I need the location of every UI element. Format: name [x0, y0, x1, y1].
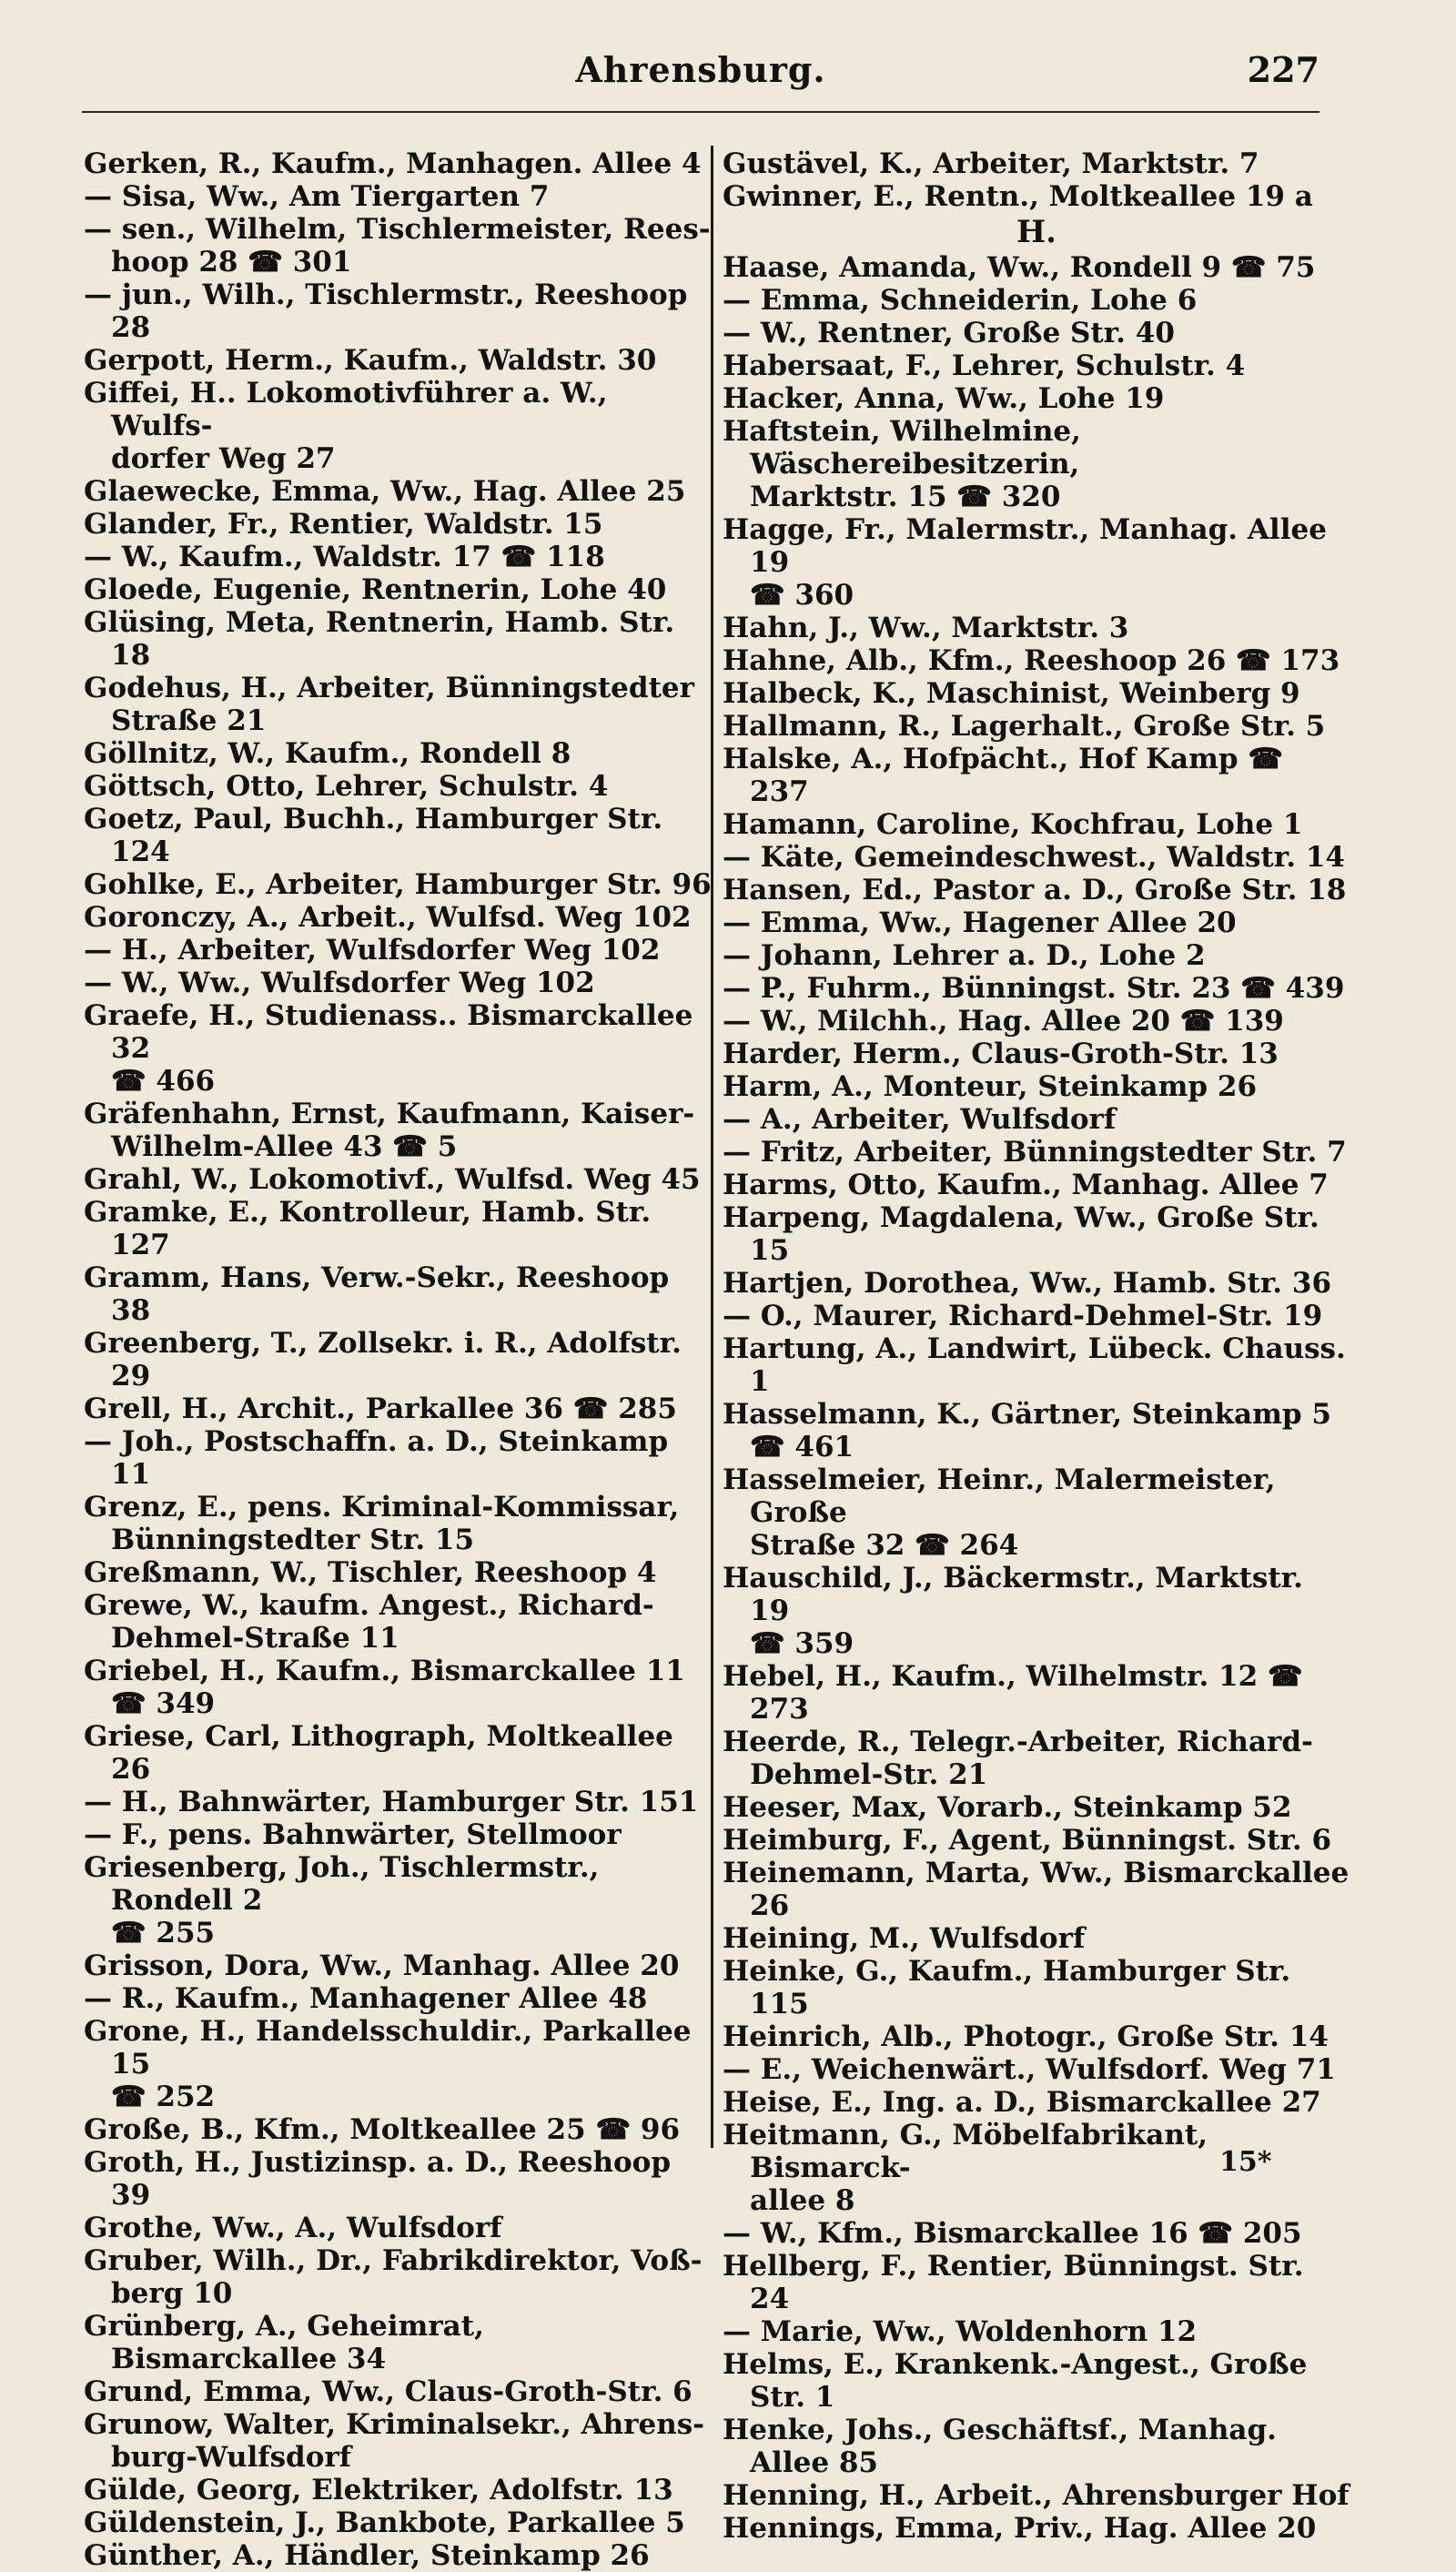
directory-entry: Henning, H., Arbeit., Ahrensburger Hof — [723, 2479, 1350, 2512]
signature-mark: 15* — [1219, 2146, 1272, 2178]
directory-entry: Griesenberg, Joh., Tischlermstr., Rondell 2 ☎ 255 — [84, 1851, 600, 1949]
directory-entry: — W., Milchh., Hag. Allee 20 ☎ 139 — [723, 1005, 1284, 1038]
directory-entry: Haase, Amanda, Ww., Rondell 9 ☎ 75 — [723, 251, 1316, 284]
directory-entry: Glüsing, Meta, Rentnerin, Hamb. Str. 18 — [84, 606, 684, 672]
directory-entry: Halske, A., Hofpächt., Hof Kamp ☎ 237 — [723, 743, 1293, 808]
directory-entry: — Marie, Ww., Woldenhorn 12 — [723, 2315, 1198, 2348]
directory-entry: Grahl, W., Lokomotivf., Wulfsd. Weg 45 — [84, 1163, 701, 1196]
directory-entry: Grothe, Ww., A., Wulfsdorf — [84, 2212, 502, 2244]
directory-entry: — Emma, Ww., Hagener Allee 20 — [723, 906, 1237, 939]
right-column-entries — [723, 251, 1359, 2545]
directory-entry: Greenberg, T., Zollsekr. i. R., Adolfstr. 29 — [84, 1327, 692, 1392]
directory-entry: Grisson, Dora, Ww., Manhag. Allee 20 — [84, 1949, 680, 1982]
directory-entry: Heitmann, G., Möbelfabrikant, Bismarck- allee 8 — [723, 2119, 1208, 2217]
directory-entry: — H., Bahnwärter, Hamburger Str. 151 — [84, 1786, 699, 1818]
directory-entry: Harpeng, Magdalena, Ww., Große Str. 15 — [723, 1201, 1330, 1267]
directory-entry: Hennings, Emma, Priv., Hag. Allee 20 — [723, 2512, 1317, 2545]
directory-entry: Harm, A., Monteur, Steinkamp 26 — [723, 1070, 1258, 1103]
directory-entry: Godehus, H., Arbeiter, Bünningstedter Straße 21 — [84, 672, 694, 737]
directory-entry: — P., Fuhrm., Bünningst. Str. 23 ☎ 439 — [723, 972, 1345, 1005]
directory-entry: Grünberg, A., Geheimrat, Bismarckallee 34 — [84, 2310, 494, 2375]
directory-entry: — F., pens. Bahnwärter, Stellmoor — [84, 1818, 622, 1851]
directory-entry: Gwinner, E., Rentn., Moltkeallee 19 a — [723, 180, 1313, 213]
directory-entry: — Käte, Gemeindeschwest., Waldstr. 14 — [723, 841, 1345, 874]
directory-entry: — R., Kaufm., Manhagener Allee 48 — [84, 1982, 648, 2015]
directory-entry: — Johann, Lehrer a. D., Lohe 2 — [723, 939, 1206, 972]
directory-entry: — jun., Wilh., Tischlermstr., Reeshoop 28 — [84, 278, 698, 344]
directory-entry: Gramke, E., Kontrolleur, Hamb. Str. 127 — [84, 1196, 661, 1261]
directory-entry: Glander, Fr., Rentier, Waldstr. 15 — [84, 508, 603, 541]
directory-entry: Groth, H., Justizinsp. a. D., Reeshoop 39 — [84, 2146, 681, 2212]
header-rule — [82, 111, 1320, 113]
directory-entry: Hansen, Ed., Pastor a. D., Große Str. 18 — [723, 874, 1347, 906]
directory-entry: Heise, E., Ing. a. D., Bismarckallee 27 — [723, 2086, 1321, 2119]
directory-entry: — sen., Wilhelm, Tischlermeister, Rees- hoop 28 ☎ 301 — [84, 213, 711, 278]
section-letter: H. — [1016, 214, 1057, 250]
directory-entry: Gräfenhahn, Ernst, Kaufmann, Kaiser- Wilhelm-Allee 43 ☎ 5 — [84, 1098, 695, 1163]
directory-entry: — W., Rentner, Große Str. 40 — [723, 317, 1175, 349]
directory-entry: — A., Arbeiter, Wulfsdorf — [723, 1103, 1117, 1136]
directory-entry: Hagge, Fr., Malermstr., Manhag. Allee 19 ☎ 360 — [723, 513, 1327, 612]
directory-entry: Heinke, G., Kaufm., Hamburger Str. 115 — [723, 1955, 1300, 2020]
directory-entry: Harder, Herm., Claus-Groth-Str. 13 — [723, 1038, 1279, 1070]
directory-entry: Hahn, J., Ww., Marktstr. 3 — [723, 612, 1129, 644]
directory-entry: Heerde, R., Telegr.-Arbeiter, Richard- Dehmel-Str. 21 — [723, 1726, 1313, 1791]
directory-entry: Gerken, R., Kaufm., Manhagen. Allee 4 — [84, 147, 702, 180]
directory-entry: Grell, H., Archit., Parkallee 36 ☎ 285 — [84, 1392, 677, 1425]
directory-entry: Habersaat, F., Lehrer, Schulstr. 4 — [723, 349, 1246, 382]
directory-entry: Gülde, Georg, Elektriker, Adolfstr. 13 — [84, 2474, 673, 2506]
directory-entry: Haftstein, Wilhelmine, Wäschereibesitzerin, Marktstr. 15 ☎ 320 — [723, 415, 1081, 513]
directory-entry: — H., Arbeiter, Wulfsdorfer Weg 102 — [84, 934, 661, 967]
directory-entry: Güldenstein, J., Bankbote, Parkallee 5 — [84, 2506, 685, 2539]
page-number: 227 — [1247, 49, 1320, 90]
directory-entry: — W., Kaufm., Waldstr. 17 ☎ 118 — [84, 541, 605, 573]
directory-entry: Hamann, Caroline, Kochfrau, Lohe 1 — [723, 808, 1303, 841]
directory-entry: Hacker, Anna, Ww., Lohe 19 — [723, 382, 1165, 415]
directory-entry: Gerpott, Herm., Kaufm., Waldstr. 30 — [84, 344, 657, 377]
page-header — [82, 44, 1320, 107]
directory-entry: Gohlke, E., Arbeiter, Hamburger Str. 96 — [84, 868, 712, 901]
directory-entry: Griebel, H., Kaufm., Bismarckallee 11 ☎ 349 — [84, 1655, 685, 1720]
directory-entry: Helms, E., Krankenk.-Angest., Große Str. 1 — [723, 2348, 1318, 2414]
directory-entry: Heeser, Max, Vorarb., Steinkamp 52 — [723, 1791, 1292, 1824]
directory-entry: Hauschild, J., Bäckermstr., Marktstr. 19 ☎ 359 — [723, 1562, 1303, 1660]
directory-entry: Goronczy, A., Arbeit., Wulfsd. Weg 102 — [84, 901, 692, 934]
column-divider — [711, 146, 713, 2148]
directory-entry: Hahne, Alb., Kfm., Reeshoop 26 ☎ 173 — [723, 644, 1340, 677]
directory-entry: Heinrich, Alb., Photogr., Große Str. 14 — [723, 2020, 1329, 2053]
directory-entry: Harms, Otto, Kaufm., Manhag. Allee 7 — [723, 1169, 1329, 1201]
directory-entry: Hartung, A., Landwirt, Lübeck. Chauss. 1 — [723, 1332, 1356, 1398]
directory-entry: — Joh., Postschaffn. a. D., Steinkamp 11 — [84, 1425, 678, 1491]
directory-entry: — Sisa, Ww., Am Tiergarten 7 — [84, 180, 550, 213]
right-column-top-entries — [723, 147, 1350, 213]
directory-entry: Grone, H., Handelsschuldir., Parkallee 15 ☎ 252 — [84, 2015, 692, 2113]
directory-entry: Gustävel, K., Arbeiter, Marktstr. 7 — [723, 147, 1259, 180]
directory-entry: — Fritz, Arbeiter, Bünningstedter Str. 7 — [723, 1136, 1347, 1169]
directory-entry: Hasselmeier, Heinr., Malermeister, Große Straße 32 ☎ 264 — [723, 1463, 1276, 1562]
directory-entry: Hallmann, R., Lagerhalt., Große Str. 5 — [723, 710, 1326, 743]
directory-entry: Halbeck, K., Maschinist, Weinberg 9 — [723, 677, 1300, 710]
directory-entry: Glaewecke, Emma, Ww., Hag. Allee 25 — [84, 475, 686, 508]
directory-entry: Goetz, Paul, Buchh., Hamburger Str. 124 — [84, 803, 672, 868]
directory-entry: Giffei, H.. Lokomotivführer a. W., Wulfs- dorfer Weg 27 — [84, 377, 608, 475]
directory-entry: Heimburg, F., Agent, Bünningst. Str. 6 — [723, 1824, 1332, 1857]
directory-entry: — Emma, Schneiderin, Lohe 6 — [723, 284, 1198, 317]
directory-entry: Hebel, H., Kaufm., Wilhelmstr. 12 ☎ 273 — [723, 1660, 1313, 1726]
directory-entry: Gloede, Eugenie, Rentnerin, Lohe 40 — [84, 573, 667, 606]
directory-entry: Greßmann, W., Tischler, Reeshoop 4 — [84, 1556, 657, 1589]
directory-entry: Graefe, H., Studienass.. Bismarckallee 32 ☎ 466 — [84, 999, 693, 1098]
directory-entry: Grund, Emma, Ww., Claus-Groth-Str. 6 — [84, 2375, 693, 2408]
directory-entry: Gruber, Wilh., Dr., Fabrikdirektor, Voß- berg 10 — [84, 2244, 703, 2310]
running-head: Ahrensburg. — [575, 49, 826, 90]
directory-entry: Grunow, Walter, Kriminalsekr., Ahrens- burg-Wulfsdorf — [84, 2408, 705, 2474]
directory-entry: — E., Weichenwärt., Wulfsdorf. Weg 71 — [723, 2053, 1336, 2086]
directory-entry: Gramm, Hans, Verw.-Sekr., Reeshoop 38 — [84, 1261, 680, 1327]
directory-entry: Hasselmann, K., Gärtner, Steinkamp 5 ☎ 461 — [723, 1398, 1331, 1463]
directory-entry: Hartjen, Dorothea, Ww., Hamb. Str. 36 — [723, 1267, 1332, 1300]
directory-entry: Große, B., Kfm., Moltkeallee 25 ☎ 96 — [84, 2113, 681, 2146]
directory-entry: Heining, M., Wulfsdorf — [723, 1922, 1086, 1955]
directory-entry: Heinemann, Marta, Ww., Bismarckallee 26 — [723, 1857, 1359, 1922]
directory-entry: — W., Ww., Wulfsdorfer Weg 102 — [84, 967, 595, 999]
directory-entry: — O., Maurer, Richard-Dehmel-Str. 19 — [723, 1300, 1323, 1332]
right-column — [723, 147, 1359, 2545]
left-column — [84, 147, 712, 2572]
directory-entry: Griese, Carl, Lithograph, Moltkeallee 26 — [84, 1720, 683, 1786]
directory-entry: Grenz, E., pens. Kriminal-Kommissar, Bünningstedter Str. 15 — [84, 1491, 680, 1556]
directory-entry: Grewe, W., kaufm. Angest., Richard- Dehmel-Straße 11 — [84, 1589, 654, 1655]
directory-entry: Göttsch, Otto, Lehrer, Schulstr. 4 — [84, 770, 609, 803]
directory-entry: Göllnitz, W., Kaufm., Rondell 8 — [84, 737, 571, 770]
directory-entry: — W., Kfm., Bismarckallee 16 ☎ 205 — [723, 2217, 1302, 2250]
directory-entry: Henke, Johs., Geschäftsf., Manhag. Allee 85 — [723, 2414, 1287, 2479]
directory-entry: Hellberg, F., Rentier, Bünningst. Str. 24 — [723, 2250, 1314, 2315]
directory-entry: Günther, A., Händler, Steinkamp 26 — [84, 2539, 650, 2572]
